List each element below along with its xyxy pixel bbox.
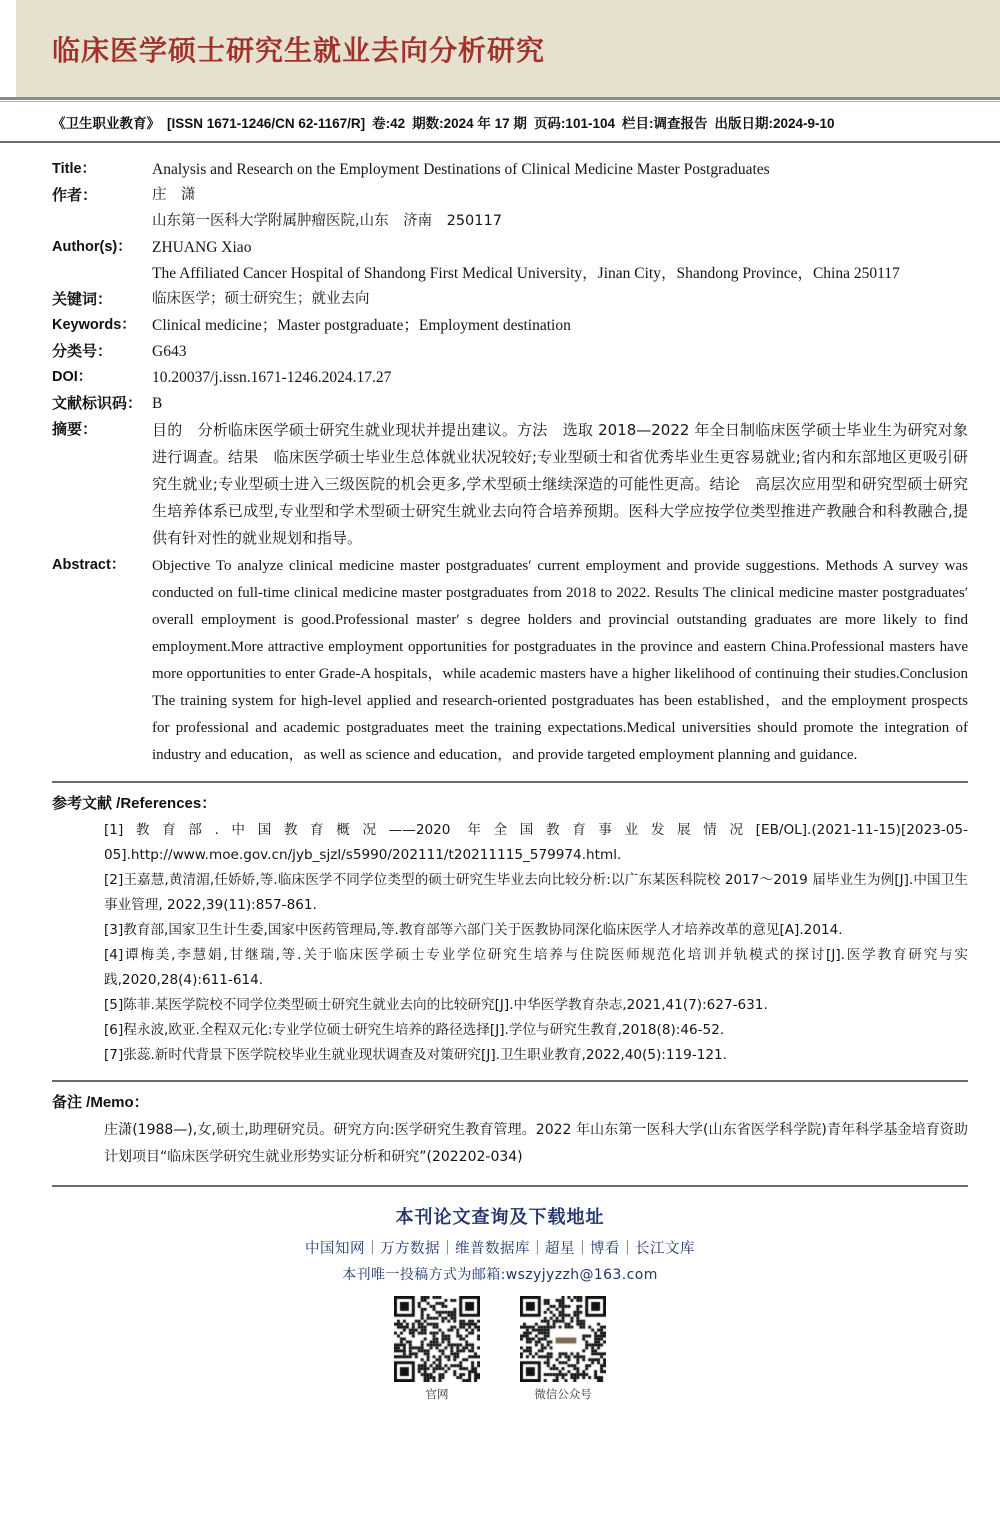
journal-issn: [ISSN 1671-1246/CN 62-1167/R]	[167, 116, 366, 131]
footer-databases: 中国知网｜万方数据｜维普数据库｜超星｜博看｜长江文库	[305, 1241, 695, 1257]
field-author-cn	[52, 183, 968, 208]
field-author-en-name: ZHUANG Xiao	[152, 239, 252, 256]
field-abstract-cn-value: 目的 分析临床医学硕士研究生就业现状并提出建议。方法 选取 2018—2022 年全日制临床医学硕士毕业生为研究对象进行调查。结果 临床医学硕士毕业生总体就业状况较好;专业型硕士和省优秀毕业生更容易就业;省内和东部地区更吸引研究生就业;专业型硕士进入三级医院的机会更多,学术型硕士继续深造的可能性更高。结论 高层次应用型和研究型硕士研究生培养体系已成型,专业型和学术型硕士研究生就业去向符合培养预期。医科大学应按学位类型推进产教融合和科教融合,提供有针对性的就业规划和指导。	[152, 421, 968, 547]
field-keywords-cn	[52, 287, 968, 312]
field-keywords-en-label: Keywords：	[52, 317, 136, 333]
qr-block-wechat	[520, 1296, 606, 1402]
references-list	[0, 818, 1000, 1068]
qr-code-group	[0, 1296, 1000, 1402]
reference-item: [5]陈菲.某医学院校不同学位类型硕士研究生就业去向的比较研究[J].中华医学教育杂志,2021,41(7):627-631.	[104, 997, 768, 1013]
qr-code-icon[interactable]	[520, 1296, 606, 1382]
field-abstract-en	[52, 553, 968, 769]
journal-volume: 卷:42	[372, 116, 406, 131]
qr-block-website	[394, 1296, 480, 1402]
footer-submission-email: 本刊唯一投稿方式为邮箱:wszyjyzzh@163.com	[342, 1267, 658, 1283]
field-doi	[52, 365, 968, 390]
qr-caption-wechat: 微信公众号	[534, 1387, 592, 1401]
page-banner	[16, 0, 1000, 97]
memo-body: 庄潇(1988—),女,硕士,助理研究员。研究方向:医学研究生教育管理。2022 年山东第一医科大学(山东省医学科学院)青年科学基金培育资助计划项目“临床医学研究生就业形势实证分析和研究”(202202-034)	[104, 1122, 968, 1165]
memo-heading: 备注 /Memo：	[52, 1094, 149, 1111]
field-author-en-affiliation-value: The Affiliated Cancer Hospital of Shandong First Medical University，Jinan City，Shandong Province，China 250117	[152, 265, 900, 282]
field-clc	[52, 339, 968, 364]
reference-item: [1]教育部.中国教育概况——2020 年全国教育事业发展情况[EB/OL].(2021-11-15)[2023-05-05].http://www.moe.gov.cn/jyb_sjzl/s5990/202111/t20211115_579974.html.	[104, 822, 968, 863]
reference-item: [6]程永波,欧亚.全程双元化:专业学位硕士研究生培养的路径选择[J].学位与研究生教育,2018(8):46-52.	[104, 1022, 725, 1038]
reference-item: [4]谭梅美,李慧娟,甘继瑞,等.关于临床医学硕士专业学位研究生培养与住院医师规范化培训并轨模式的探讨[J].医学教育研究与实践,2020,28(4):611-614.	[104, 947, 968, 988]
field-keywords-cn-value: 临床医学；硕士研究生；就业去向	[152, 291, 370, 307]
qr-caption-website: 官网	[425, 1387, 449, 1401]
field-author-en	[52, 235, 968, 260]
journal-pubdate: 出版日期:2024-9-10	[714, 116, 835, 131]
field-title	[52, 157, 968, 182]
reference-item: [3]教育部,国家卫生计生委,国家中医药管理局,等.教育部等六部门关于医教协同深化临床医学人才培养改革的意见[A].2014.	[104, 922, 843, 938]
field-abstract-cn	[52, 417, 968, 552]
field-author-cn-affiliation	[52, 209, 968, 234]
field-abstract-en-label: Abstract：	[52, 557, 126, 573]
footer-title: 本刊论文查询及下载地址	[395, 1207, 605, 1227]
field-author-en-affiliation	[52, 261, 968, 286]
reference-item: [7]张蕊.新时代背景下医学院校毕业生就业现状调查及对策研究[J].卫生职业教育,2022,40(5):119-121.	[104, 1047, 728, 1063]
journal-issue: 期数:2024 年 17 期	[412, 116, 527, 131]
qr-code-icon[interactable]	[394, 1296, 480, 1382]
field-doccode	[52, 391, 968, 416]
field-clc-label: 分类号：	[52, 343, 113, 360]
field-doi-label: DOI：	[52, 369, 93, 385]
journal-pages: 页码:101-104	[533, 116, 615, 131]
field-abstract-cn-label: 摘要：	[52, 421, 98, 438]
page-title: 临床医学硕士研究生就业去向分析研究	[52, 34, 546, 66]
journal-meta-bar	[0, 102, 1000, 141]
field-clc-value: G643	[152, 343, 187, 360]
references-heading: 参考文献 /References：	[52, 795, 217, 812]
journal-column: 栏目:调查报告	[621, 116, 708, 131]
field-keywords-en-value: Clinical medicine；Master postgraduate；Employment destination	[152, 317, 571, 334]
field-doccode-label: 文献标识码：	[52, 395, 143, 412]
field-doi-value: 10.20037/j.issn.1671-1246.2024.17.27	[152, 369, 392, 386]
field-author-cn-affiliation-value: 山东第一医科大学附属肿瘤医院,山东 济南 250117	[152, 213, 502, 229]
reference-item: [2]王嘉慧,黄清湄,任娇娇,等.临床医学不同学位类型的硕士研究生毕业去向比较分析:以广东某医科院校 2017～2019 届毕业生为例[J].中国卫生事业管理, 2022,39(11):857-861.	[104, 872, 968, 913]
field-keywords-en	[52, 313, 968, 338]
field-author-cn-label: 作者：	[52, 187, 98, 204]
field-keywords-cn-label: 关键词：	[52, 291, 113, 308]
field-abstract-en-value: Objective To analyze clinical medicine master postgraduates′ current employment and provide suggestions. Methods A survey was conducted on full-time clinical medicine master postgraduates from 2018 to 2022. Results The clinical medicine master postgraduates′ overall employment is good.Professional master′ s degree holders and provincial outstanding graduates are more likely to find employment.More attractive employment opportunities for postgraduates in the province and eastern China.Professional masters have more opportunities to enter Grade-A hospitals，while academic masters have a higher likelihood of continuing their studies.Conclusion The training system for high-level applied and research-oriented postgraduates has been established，and the employment prospects for professional and academic postgraduates meet the training expectations.Medical universities should promote the integration of industry and education，as well as science and education，and provide targeted employment planning and guidance.	[152, 558, 968, 763]
banner-divider	[0, 97, 1000, 100]
field-doccode-value: B	[152, 395, 163, 412]
field-author-cn-name: 庄 潇	[152, 187, 196, 203]
field-title-value: Analysis and Research on the Employment Destinations of Clinical Medicine Master Postgraduates	[152, 161, 770, 178]
article-metadata	[0, 143, 1000, 769]
page-footer	[0, 1187, 1000, 1402]
journal-name: 《卫生职业教育》	[52, 116, 160, 131]
field-title-label: Title：	[52, 161, 97, 177]
field-author-en-label: Author(s)：	[52, 239, 132, 255]
